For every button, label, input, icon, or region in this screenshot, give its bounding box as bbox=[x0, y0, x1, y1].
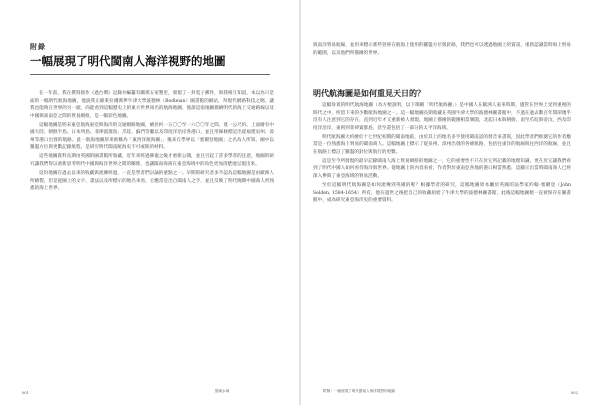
appendix-label: 附錄 bbox=[30, 42, 46, 51]
paragraph: 這幅珍貴的明代航海地圖（為方便說明，以下簡稱「明代航海圖」）是中國人在歐洲人東來時期，儘管在世界上受到重視的時代之中，所留下來的少數航海地圖之一。這一幅地圖長期收藏在英國牛津大學的波德林圖書館中，不過在過去數百年間卻幾乎沒有人注意到它的存在，直到近年才又重新被人發現。地圖上描繪的範圍相當廣闊，北起日本與朝鮮，南至爪哇與帝汶，西及印度洋沿岸，東則到菲律賓群島，甚至還包括了一部分的太平洋海域。 bbox=[313, 103, 571, 131]
paragraph: 在一年前，我在撰寫拙作《過台灣》記錄并編纂有關那五家墾里，發現了一封電子郵件，與我相互知道，本以為只是面的一幅明代航海地圖，他說我正歐萊拉爾萬夢牛津大學波德林（Bodleian）圖書館的網站，拜現代網路科技之賜，讓我也能夠在世界的另一頭，尚能看到這幅歷史上的東方世界知名的航海地圖，他說這張地圖描繪明代的海上交通路線以及中國與東南亞之間的貿易網絡，是一幅彩色地圖。 bbox=[30, 91, 274, 119]
right-body-text bbox=[313, 102, 571, 394]
chapter-title: 一幅展現了明代閩南人海洋視野的地圖 bbox=[30, 54, 226, 68]
left-body-text bbox=[30, 90, 274, 382]
right-page bbox=[301, 0, 600, 405]
page-number-right: 002 bbox=[571, 391, 578, 395]
paragraph: 明代航海圖大約繪於十七世紀初期的閩南地區，由於其上的地名多半使用閩南語的發音來書寫，因此學者們推測它的作者應當是一位熟悉海上貿易的閩南商人。這幅地圖上標示了從泉州、漳州出發的各條航路，包括往東洋的航線與往西洋的航線，並且在航路上標註了羅盤的針位與航行的更數。 bbox=[313, 134, 571, 155]
title-rule bbox=[30, 74, 270, 75]
paragraph: 這些地圖資料長期由英國的圖書館所收藏，近年來經過修復之後才重新公開，並且引起了許多學者的注意，地圖的研究讓我們得以重新思考明代中國與海洋世界之間的關係，也讓閩南海商在東亞海域中的角色更加清楚地呈現出來。 bbox=[30, 154, 274, 167]
running-head-left: 閩南水域 bbox=[215, 389, 230, 393]
paragraph: 這是至今所發現的最早記錄閩南人海上貿易網絡的地圖之一，它的重要性不只在於它所記載的地理知識，更在於它讓我們看到了明代中國人如何看待海洋與世界。從地圖上的內容來看，作者對於東南亞各地的港口相當熟悉，這顯示出當時閩南商人已經深入參與了東亞海域的貿易活動。 bbox=[313, 158, 571, 179]
section-heading: 明代航海圖是如何重見天日的？ bbox=[313, 88, 425, 98]
running-head-right: 附錄｜一幅展現了明代閩南人海洋視野的地圖 bbox=[323, 389, 395, 393]
right-top-text bbox=[313, 42, 571, 82]
paragraph: 這幅地圖是明末東亞航海東亞與海洋的交通網路地圖，繪於約一五〇〇至一六〇〇年之間，寬一公尺約。上面繪有中國大陸、朝鮮半島、日本列島、菲律賓群島、爪哇、蘇門答臘以及印度洋沿岸各港口，並且用線條標記出從福建泉州、漳州等港口出發的航路。此一航海地圖原來被稱為「東西洋航海圖」，後來在學界以「塞爾登地圖」之名為人所知。圖中以羅盤方位與更數記錄航程，是研究明代閩南航海史不可或缺的材料。 bbox=[30, 122, 274, 151]
left-page bbox=[0, 0, 299, 405]
paragraph: 與南洋貿易航線，並用來標示那些曾經在航海上使用的羅盤方位與針路，我們也可以透過地圖上的資訊，重新認識當時海上貿易的範圍，以及他們所描繪的世界。 bbox=[313, 43, 571, 56]
paragraph: 至於這幅明代航海圖是如何流傳到英國的呢？根據學者的研究，這幅地圖原本屬於英國的法學家約翰·塞爾登（John Selden, 1584-1654）所有，他在過世之後把自己的收藏捐給了牛津大學的波德林圖書館，此後這幅地圖便一直被保存在圖書館中，成為研究東亞海洋史的重要資料。 bbox=[313, 182, 571, 204]
page-number-left: 001 bbox=[22, 391, 29, 395]
paragraph: 這份地圖在過去以來的收藏與流傳經過，一直是學者們討論的重點之一。早期的研究者多半認為這幅地圖是由歐洲人所繪製，但是從圖上的文字、畫法以及所標示的地名來看，它應當是出自閩南人之手，並且反映了明代晚期中國商人所熟悉的海上世界。 bbox=[30, 170, 274, 192]
